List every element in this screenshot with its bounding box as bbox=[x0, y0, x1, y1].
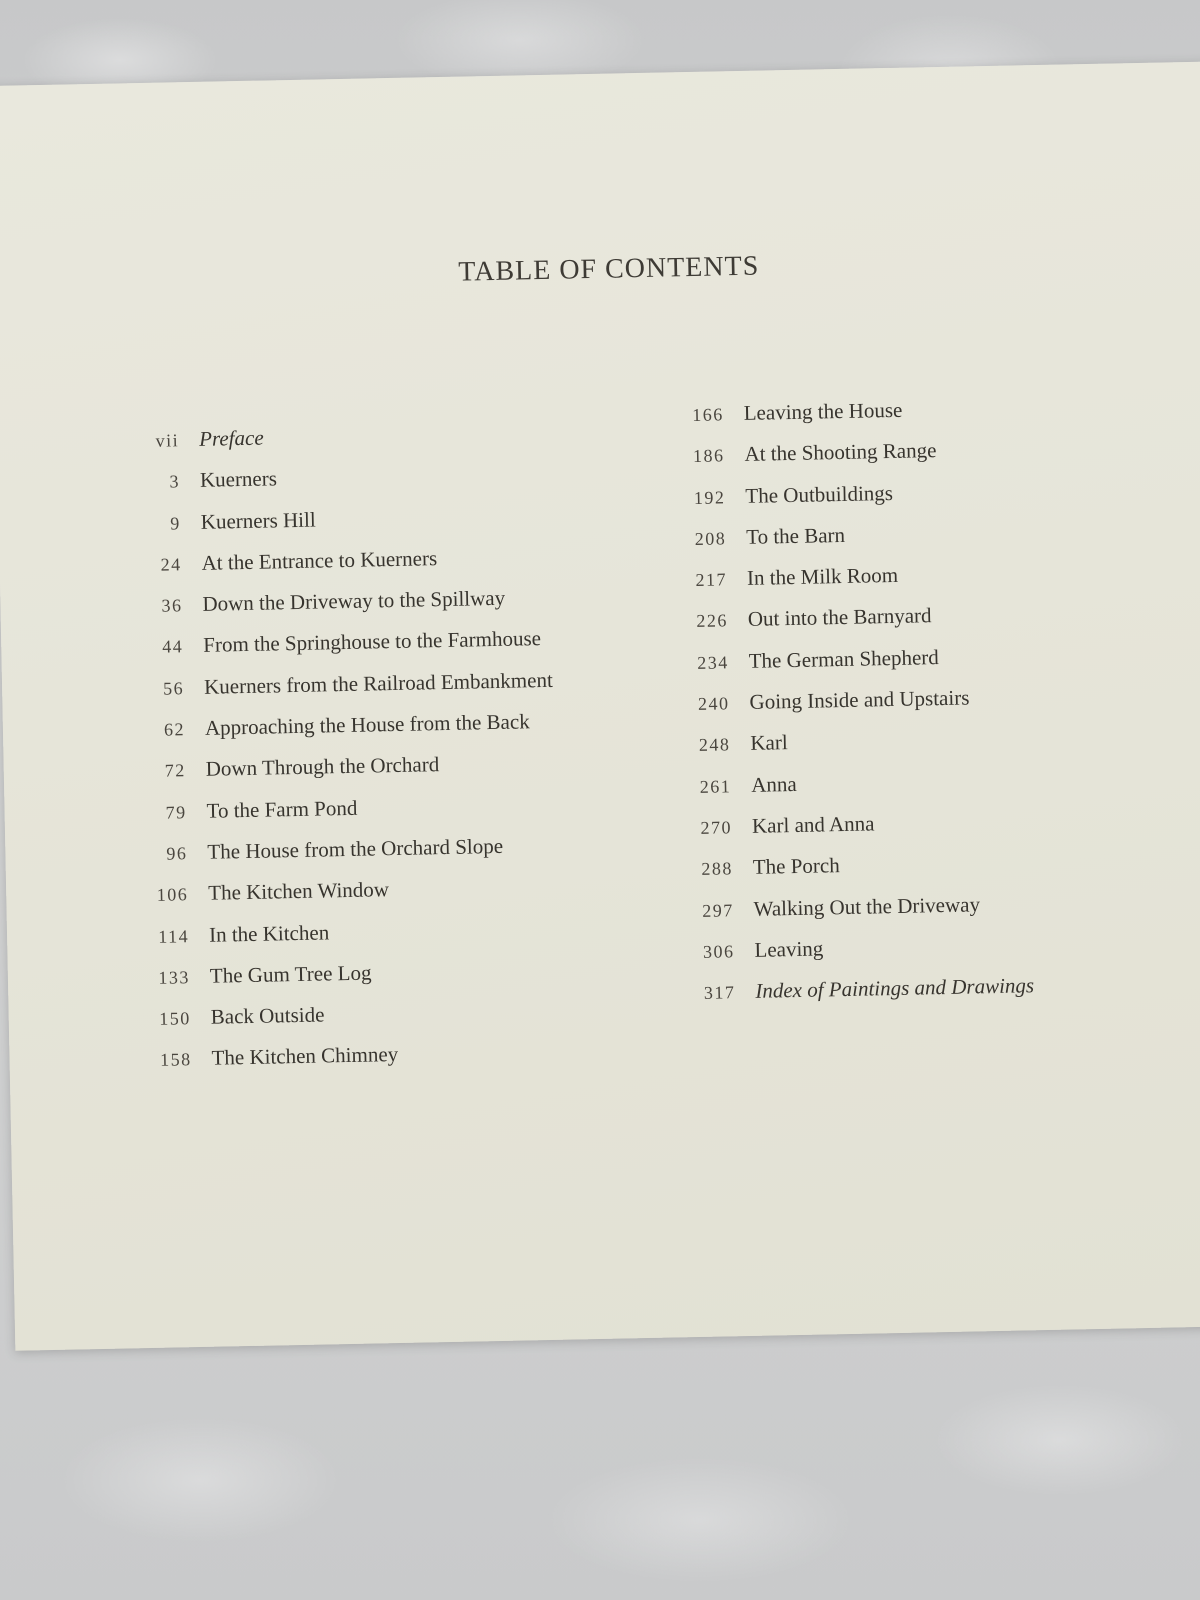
toc-entry-title: Leaving bbox=[754, 936, 824, 962]
toc-page-number: 44 bbox=[162, 636, 184, 658]
toc-page-number: 56 bbox=[162, 678, 185, 699]
toc-page-number: 3 bbox=[169, 471, 181, 492]
toc-entry-title: The Gum Tree Log bbox=[209, 960, 372, 988]
toc-entry-title: The Kitchen Chimney bbox=[211, 1042, 399, 1071]
toc-page-number: 248 bbox=[698, 734, 731, 756]
toc-page-number: 217 bbox=[695, 569, 728, 591]
toc-entry-title: In the Kitchen bbox=[208, 919, 330, 947]
toc-entry-title: Out into the Barnyard bbox=[747, 603, 932, 632]
page-title: TABLE OF CONTENTS bbox=[458, 250, 760, 288]
toc-entry-title: Walking Out the Driveway bbox=[753, 891, 981, 921]
toc-page-number: 240 bbox=[697, 693, 730, 714]
toc-entry-title: At the Entrance to Kuerners bbox=[201, 546, 438, 575]
toc-left-column bbox=[127, 418, 660, 1089]
toc-page-number: 72 bbox=[164, 760, 186, 782]
toc-entry-title: Index of Paintings and Drawings bbox=[755, 973, 1035, 1003]
toc-page-number: 158 bbox=[159, 1049, 192, 1071]
toc-page-number: 208 bbox=[694, 528, 727, 549]
toc-entry-title: To the Barn bbox=[745, 522, 846, 549]
toc-entry-title: At the Shooting Range bbox=[744, 438, 937, 467]
toc-entry-title: The Porch bbox=[752, 853, 840, 880]
toc-entry-title: Down Through the Orchard bbox=[205, 752, 440, 782]
toc-page-number: 36 bbox=[161, 595, 183, 616]
toc-page-number: vii bbox=[155, 430, 180, 451]
toc-entry-title: The German Shepherd bbox=[748, 644, 939, 673]
toc-page-number: 9 bbox=[170, 512, 182, 534]
toc-page-number: 226 bbox=[696, 610, 729, 632]
toc-entry-title: Approaching the House from the Back bbox=[204, 709, 530, 740]
toc-entry-title: Anna bbox=[750, 771, 797, 797]
toc-page-number: 317 bbox=[703, 982, 736, 1004]
toc-entry-title: The House from the Orchard Slope bbox=[207, 833, 504, 864]
toc-page-number: 62 bbox=[163, 719, 186, 740]
toc-entry-title: To the Farm Pond bbox=[206, 795, 358, 823]
toc-page-number: 166 bbox=[692, 404, 724, 425]
toc-entry-title: The Outbuildings bbox=[745, 480, 894, 508]
toc-page-number: 114 bbox=[158, 925, 190, 947]
toc-page-number: 106 bbox=[156, 884, 189, 906]
toc-page-number: 306 bbox=[702, 941, 735, 962]
toc-entry-title: Preface bbox=[198, 425, 264, 451]
toc-entry-title: From the Springhouse to the Farmhouse bbox=[203, 626, 542, 658]
toc-page-number: 186 bbox=[692, 445, 725, 467]
toc-page-number: 261 bbox=[699, 775, 732, 797]
toc-entry-title: Kuerners from the Railroad Embankment bbox=[203, 667, 554, 699]
toc-entry-title: Karl and Anna bbox=[751, 811, 875, 838]
toc-page-number: 79 bbox=[165, 801, 187, 823]
toc-entry-title: In the Milk Room bbox=[746, 563, 899, 591]
toc-page-number: 24 bbox=[160, 554, 182, 575]
toc-page-number: 192 bbox=[693, 486, 726, 508]
toc-page-number: 234 bbox=[697, 652, 729, 673]
toc-entry-title: Leaving the House bbox=[743, 397, 903, 425]
toc-page-number: 150 bbox=[159, 1008, 191, 1029]
toc-page-number: 133 bbox=[158, 967, 191, 988]
toc-page-number: 288 bbox=[701, 858, 734, 880]
toc-page-number: 96 bbox=[166, 843, 188, 864]
book-page bbox=[0, 61, 1200, 1350]
toc-entry-title: Karl bbox=[750, 730, 788, 756]
toc-entry-title: Kuerners Hill bbox=[200, 507, 316, 534]
toc-entry-title: Down the Driveway to the Spillway bbox=[202, 585, 506, 617]
toc-right-column bbox=[661, 392, 1200, 1022]
toc-entry-title: Going Inside and Upstairs bbox=[749, 685, 970, 714]
toc-entry-title: Kuerners bbox=[199, 466, 278, 493]
toc-page-number: 270 bbox=[700, 817, 733, 838]
toc-page-number: 297 bbox=[701, 899, 734, 921]
toc-entry-title: Back Outside bbox=[210, 1002, 325, 1029]
toc-entry-title: The Kitchen Window bbox=[208, 877, 390, 906]
